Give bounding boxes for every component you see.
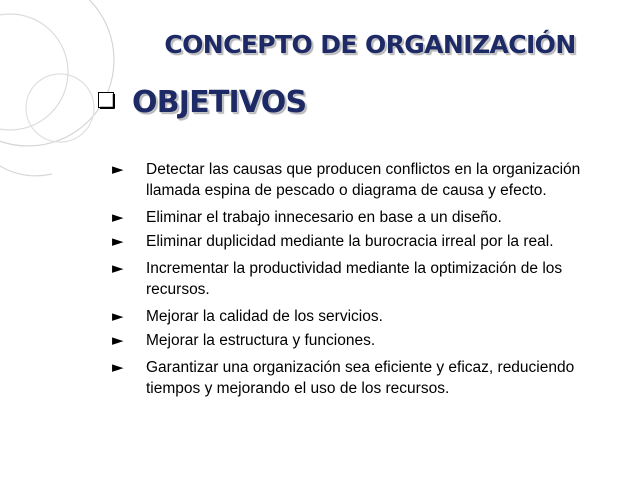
list-item (112, 330, 612, 351)
arrow-bullet-icon: ► (112, 358, 124, 376)
section-heading-text: OBJETIVOS (132, 85, 307, 120)
list-item (112, 357, 612, 399)
square-bullet-icon (98, 92, 115, 109)
deco-circle-large (0, 0, 114, 146)
list-item-text: Incrementar la productividad mediante la optimización de los recursos. (146, 260, 563, 298)
list-item (112, 258, 612, 300)
slide-title: CONCEPTO DE ORGANIZACIÓN (164, 30, 576, 59)
deco-arc-left (0, 166, 52, 176)
list-item (112, 159, 612, 201)
list-item-text: Garantizar una organización sea eficiente y eficaz, reduciendo tiempos y mejorando el uso de los recursos. (146, 359, 575, 397)
list-item-text: Eliminar el trabajo innecesario en base a un diseño. (146, 209, 502, 226)
arrow-bullet-icon: ► (112, 232, 124, 250)
arrow-bullet-icon: ► (112, 259, 124, 277)
arrow-bullet-icon: ► (112, 307, 124, 325)
section-heading (98, 85, 306, 120)
deco-circle-small (26, 74, 94, 142)
objectives-list (112, 159, 612, 405)
arrow-bullet-icon: ► (112, 331, 124, 349)
list-item (112, 207, 612, 228)
arrow-bullet-icon: ► (112, 208, 124, 226)
list-item (112, 231, 612, 252)
list-item-text: Detectar las causas que producen conflictos en la organización llamada espina de pescado o diagrama de causa y efecto. (146, 161, 581, 199)
list-item-text: Mejorar la calidad de los servicios. (146, 308, 383, 325)
list-item-text: Eliminar duplicidad mediante la burocracia irreal por la real. (146, 233, 554, 250)
list-item (112, 306, 612, 327)
deco-circle-medium (0, 14, 68, 130)
list-item-text: Mejorar la estructura y funciones. (146, 332, 376, 349)
arrow-bullet-icon: ► (112, 160, 124, 178)
